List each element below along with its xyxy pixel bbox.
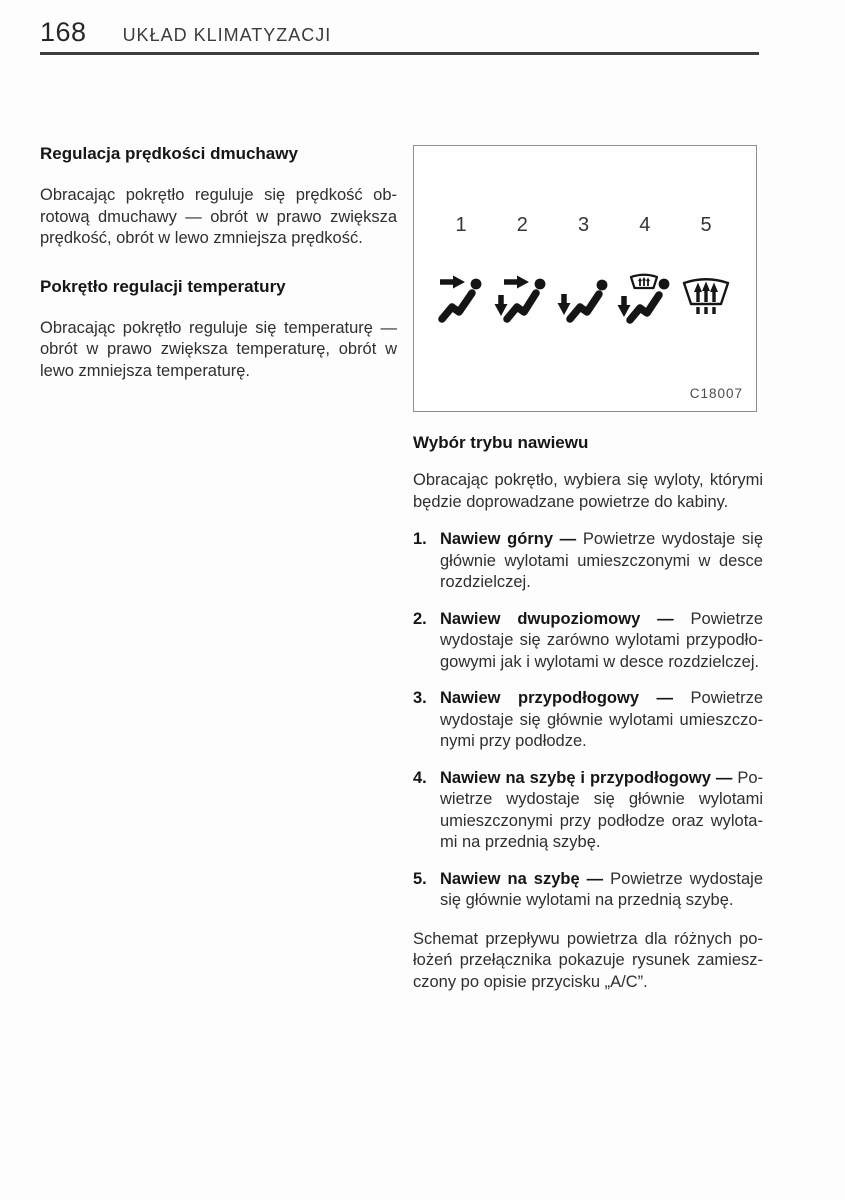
item-title: Nawiew przypodłogowy — (440, 689, 674, 707)
foot-defrost-vent-icon (617, 271, 673, 327)
figure-position-labels (414, 215, 756, 237)
defrost-vent-icon (678, 271, 734, 327)
paragraph-blower-speed: Obracając pokrętło reguluje się prędkość obrotową dmuchawy — obrót w prawo zwiększa prędkość, obrót w lewo zmniejsza prędkość. (40, 186, 397, 247)
position-label-1: 1 (455, 214, 467, 236)
item-title: Nawiew górny — (440, 530, 577, 548)
paragraph-airflow-diagram-note: Schemat przepływu powietrza dla różnych położeń przełącznika pokazuje rysunek zamieszczony po opisie przycisku „A/C”. (413, 929, 763, 991)
header-rule (40, 52, 759, 55)
item-text (440, 869, 763, 912)
item-text (440, 688, 763, 753)
left-column (40, 143, 397, 408)
item-description: Powietrze wydostaje się głównie wylotami umieszczonymi przy podłodze. (440, 689, 763, 750)
position-label-3: 3 (577, 214, 590, 236)
heading-temperature-knob: Pokrętło regulacji temperatury (40, 276, 286, 296)
list-item-1 (413, 529, 763, 594)
list-item-4 (413, 768, 763, 854)
item-number: 5. (413, 869, 427, 888)
heading-blower-speed: Regulacja prędkości dmuchawy (40, 144, 298, 163)
list-item-2 (413, 609, 763, 674)
item-description: się głównie wylotami na przednią szybę. (440, 891, 734, 909)
item-number: 3. (413, 689, 427, 707)
item-title: Nawiew dwupoziomowy — (440, 609, 674, 628)
item-description: Powietrze wydostaje się głównie wylotami umieszczonymi przy podłodze oraz wylotami na przednią szybę. (440, 768, 763, 851)
figure-caption: C18007 (689, 385, 743, 401)
face-vent-icon (433, 271, 489, 327)
section-title: UKŁAD KLIMATYZACJI (122, 25, 332, 45)
item-description-lead: Powietrze wydostaje (610, 869, 763, 888)
list-item-5 (413, 869, 763, 912)
item-text (440, 529, 763, 594)
item-number: 1. (413, 530, 427, 548)
paragraph-temperature-knob: Obracając pokrętło reguluje się temperaturę — obrót w prawo zwiększa temperaturę, obrót w lewo zmniejsza temperaturę. (40, 318, 397, 380)
page-header (40, 17, 332, 47)
bilevel-vent-icon (494, 271, 550, 327)
position-label-2: 2 (516, 214, 528, 236)
item-description: Powietrze wydostaje się zarówno wylotami przypodłogowymi jak i wylotami w desce rozdzielczej. (440, 609, 763, 671)
item-number: 2. (413, 609, 427, 628)
foot-vent-icon (556, 271, 612, 327)
figure-icons-row (414, 271, 756, 327)
item-title: Nawiew na szybę — (440, 869, 604, 888)
figure-box (413, 145, 757, 412)
position-label-5: 5 (700, 214, 712, 236)
item-text (440, 768, 763, 854)
paragraph-mode-intro: Obracając pokrętło, wybiera się wyloty, którymi będzie doprowadzane powietrze do kabiny. (413, 471, 763, 511)
position-label-4: 4 (639, 214, 651, 236)
page-number: 168 (40, 17, 87, 47)
item-title: Nawiew na szybę i przypodłogowy — (440, 768, 733, 787)
item-text (440, 609, 763, 674)
list-item-3 (413, 688, 763, 753)
heading-mode-selection: Wybór trybu nawiewu (413, 433, 589, 452)
right-column (413, 432, 763, 993)
item-number: 4. (413, 768, 427, 787)
item-description: Powietrze wydostaje się głównie wylotami umieszczonymi w desce rozdzielczej. (440, 530, 764, 591)
